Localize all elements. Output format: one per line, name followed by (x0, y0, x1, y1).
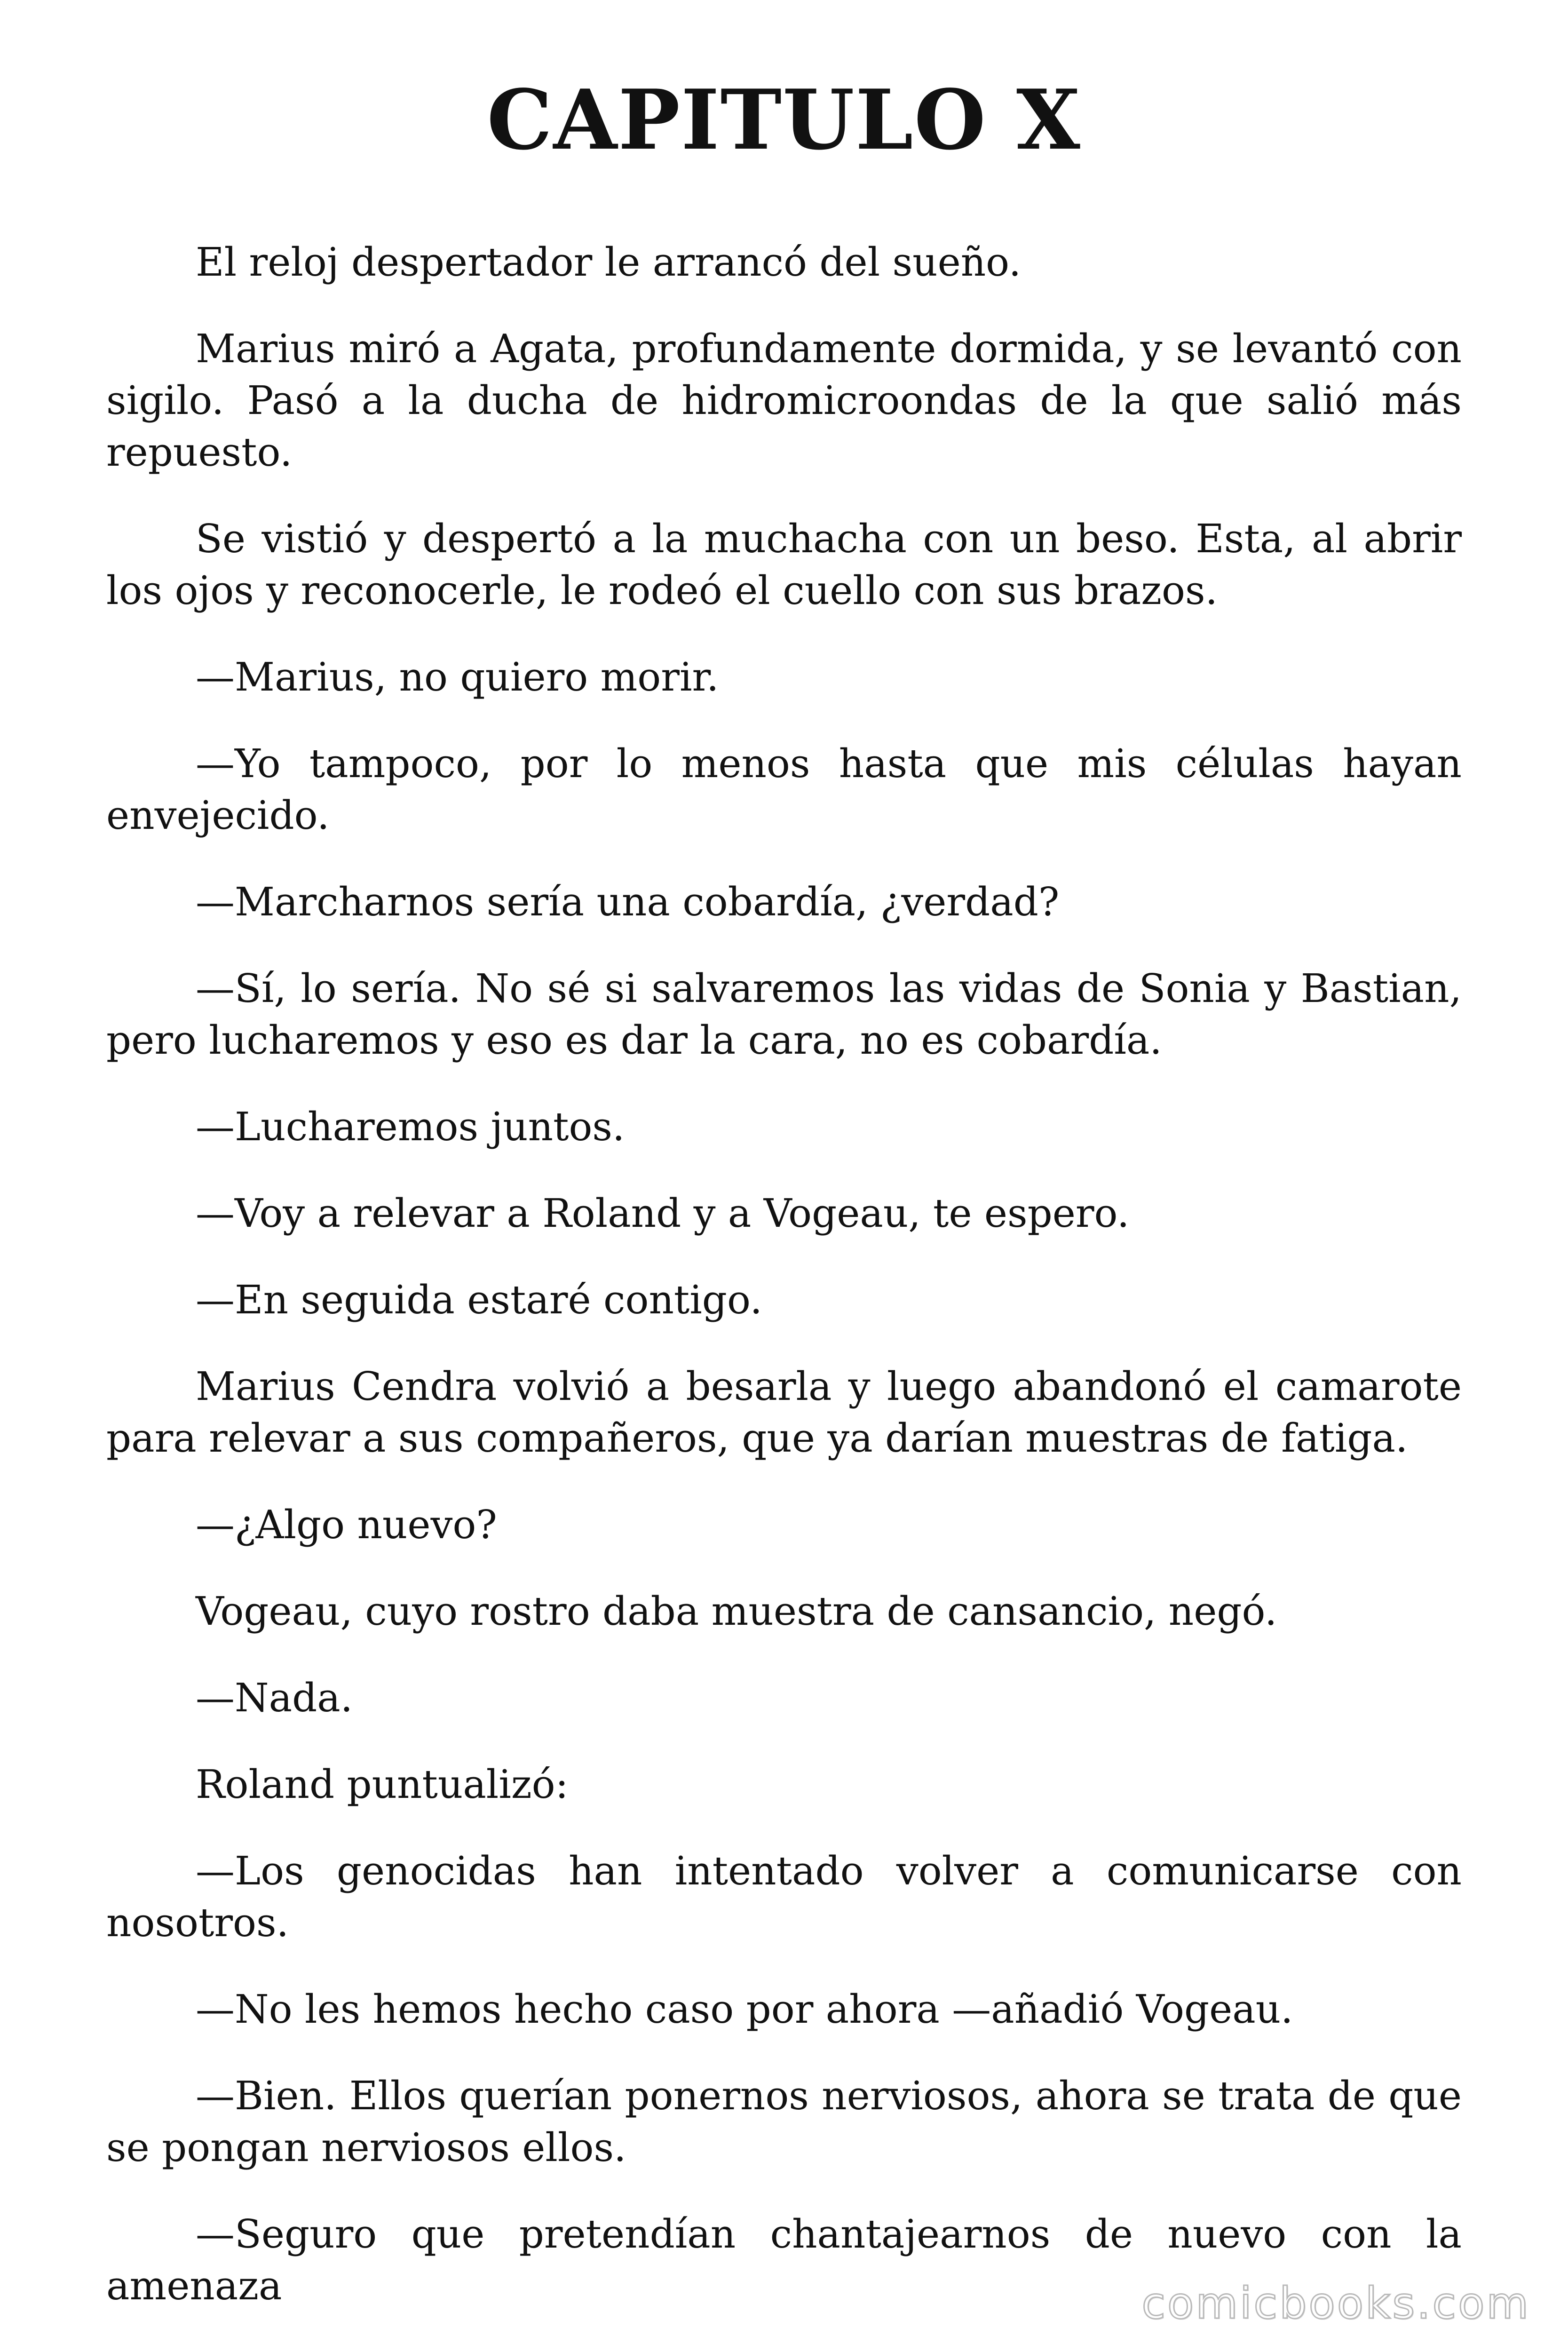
paragraph: —En seguida estaré contigo. (196, 1277, 762, 1323)
paragraph: —No les hemos hecho caso por ahora —añadió Vogeau. (196, 1986, 1293, 2032)
paragraph: —Los genocidas han intentado volver a comunicarse con nosotros. (106, 1848, 1462, 1946)
paragraph: —Voy a relevar a Roland y a Vogeau, te espero. (196, 1190, 1130, 1236)
paragraph: Marius miró a Agata, profundamente dormida, y se levantó con sigilo. Pasó a la ducha de hidromicroondas de la que salió más repuesto. (106, 326, 1462, 475)
chapter-body (106, 237, 1462, 2312)
paragraph: —Yo tampoco, por lo menos hasta que mis células hayan envejecido. (106, 740, 1462, 838)
paragraph: Se vistió y despertó a la muchacha con un beso. Esta, al abrir los ojos y reconocerle, le rodeó el cuello con sus brazos. (106, 516, 1462, 613)
paragraph: —Nada. (196, 1675, 353, 1721)
paragraph: Marius Cendra volvió a besarla y luego abandonó el camarote para relevar a sus compañeros, que ya darían muestras de fatiga. (106, 1363, 1462, 1461)
paragraph: —Seguro que pretendían chantajearnos de nuevo con la amenaza (106, 2211, 1462, 2309)
chapter-title: CAPITULO X (487, 72, 1081, 168)
paragraph: —Marius, no quiero morir. (196, 654, 719, 700)
paragraph: Vogeau, cuyo rostro daba muestra de cansancio, negó. (196, 1588, 1277, 1634)
paragraph: El reloj despertador le arrancó del sueño. (196, 239, 1022, 285)
paragraph: —Lucharemos juntos. (196, 1104, 625, 1150)
paragraph: —Bien. Ellos querían ponernos nerviosos, ahora se trata de que se pongan nerviosos ellos. (106, 2073, 1462, 2170)
paragraph: —¿Algo nuevo? (196, 1502, 497, 1548)
paragraph: —Sí, lo sería. No sé si salvaremos las vidas de Sonia y Bastian, pero lucharemos y eso es dar la cara, no es cobardía. (106, 965, 1462, 1063)
paragraph: Roland puntualizó: (196, 1761, 569, 1807)
watermark: comicbooks.com (1141, 2278, 1530, 2328)
paragraph: —Marcharnos sería una cobardía, ¿verdad? (196, 879, 1060, 925)
